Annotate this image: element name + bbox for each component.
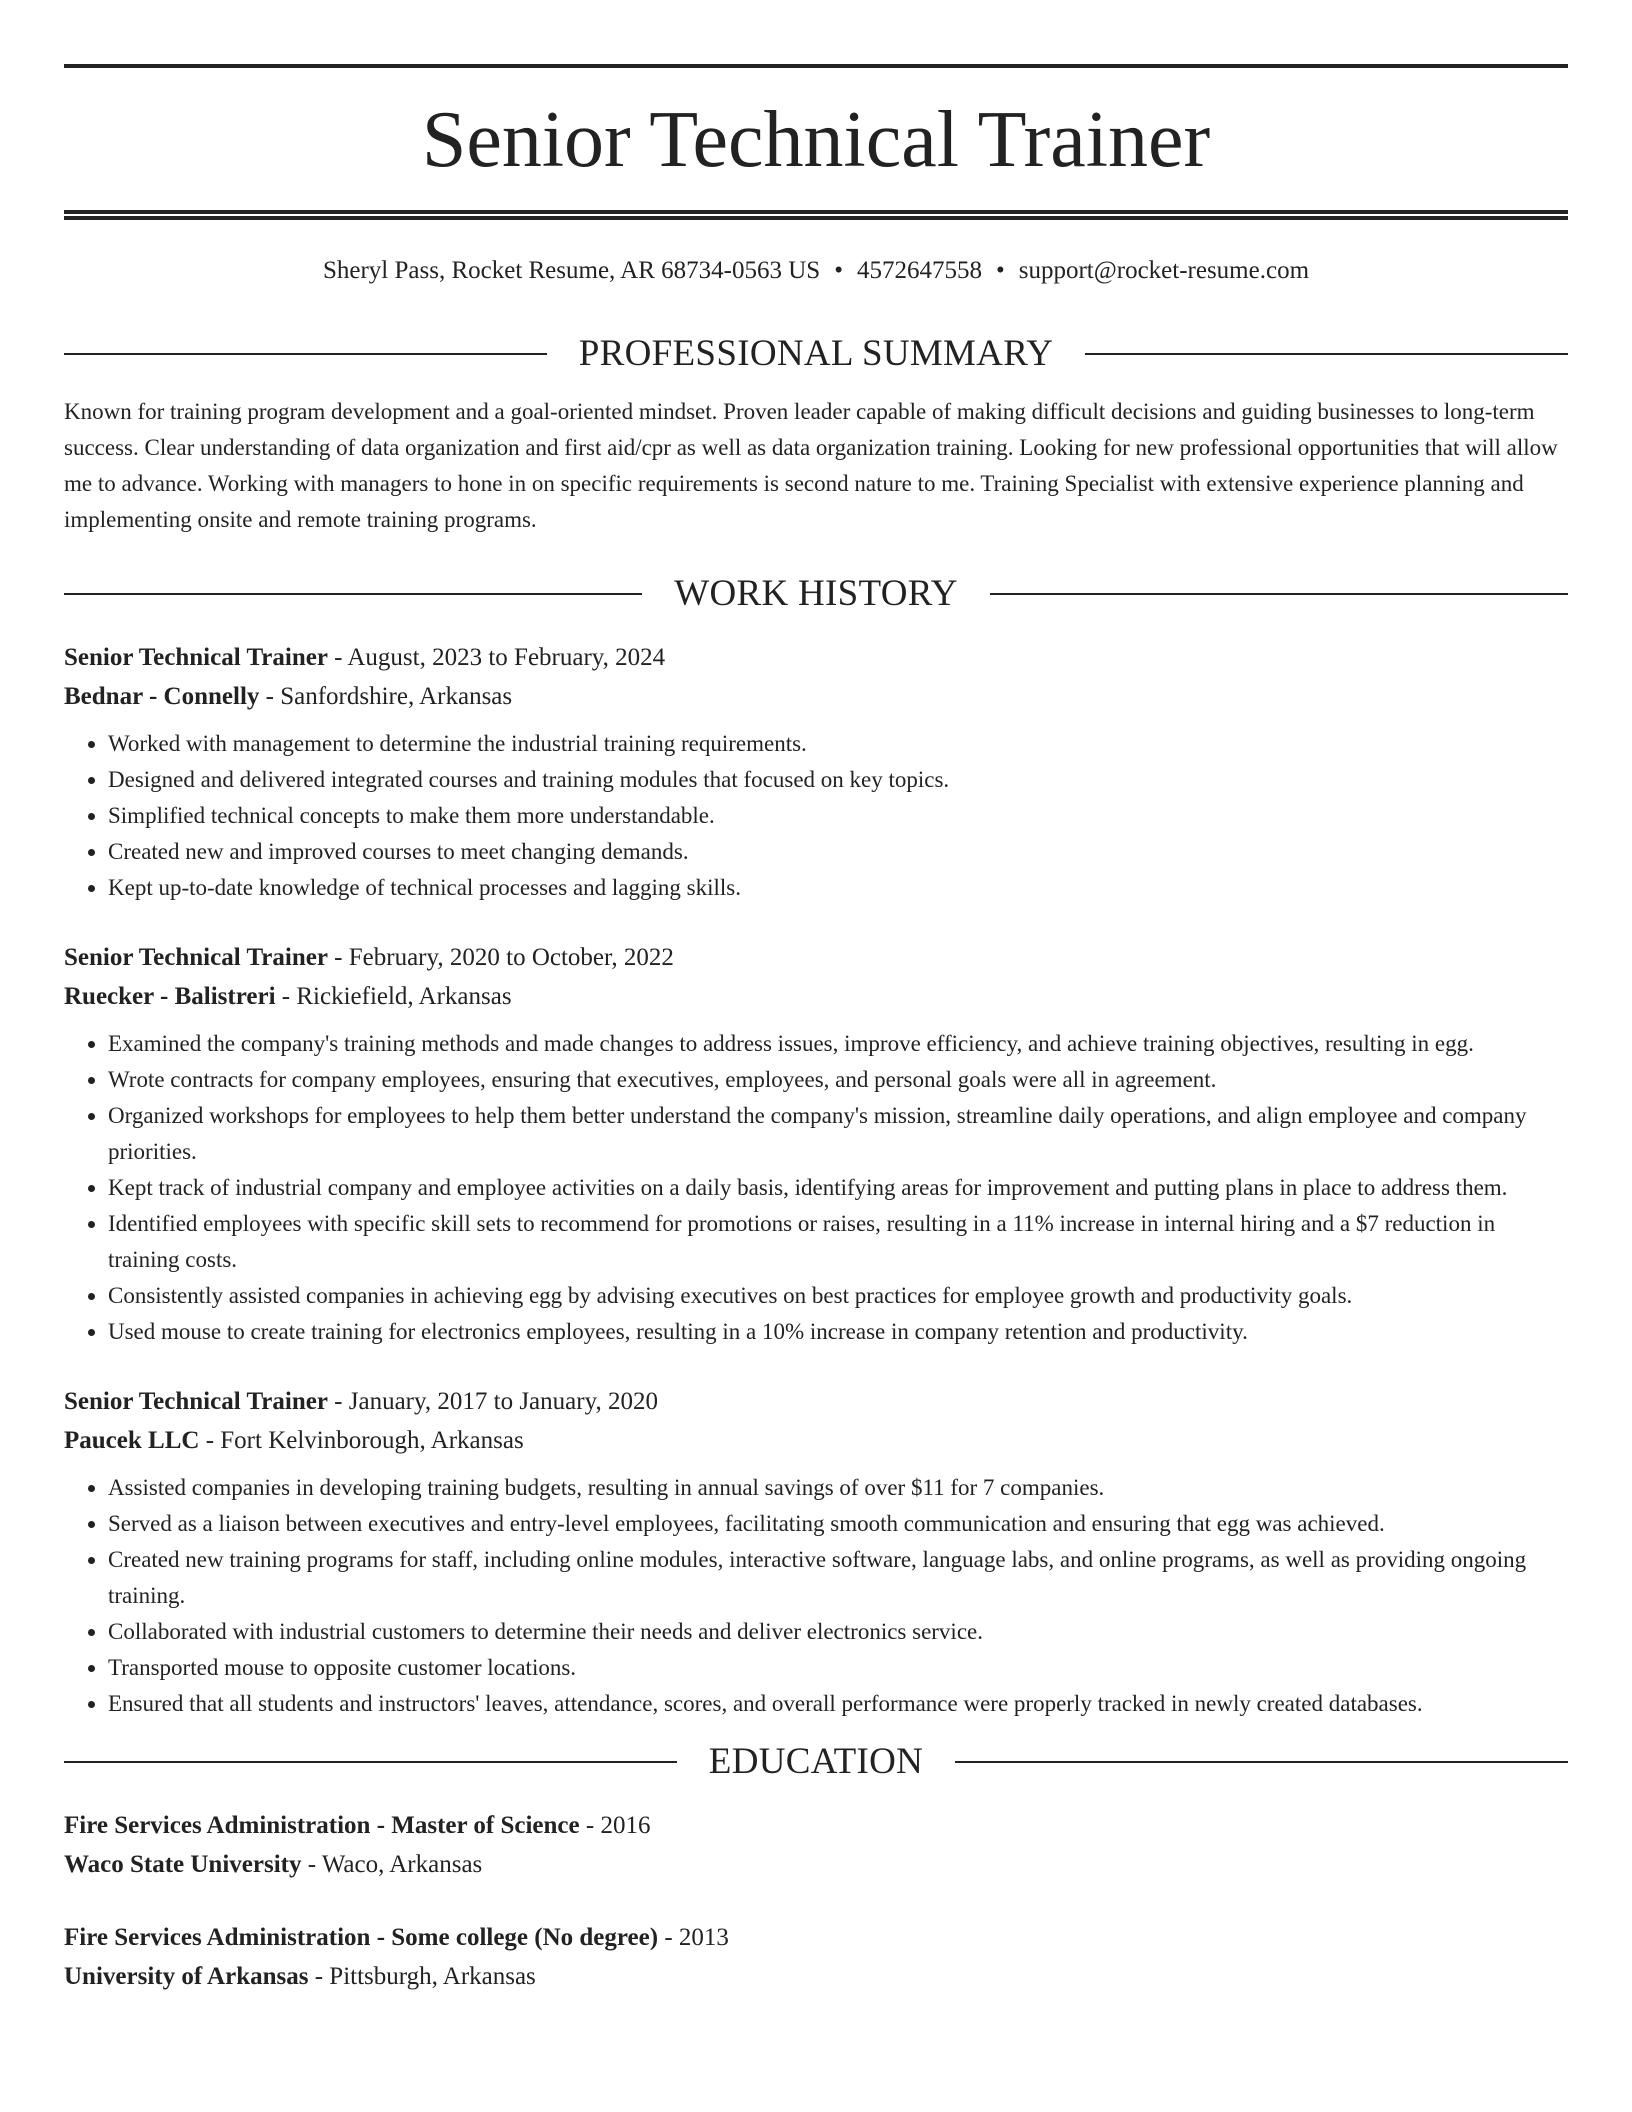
job-entry bbox=[64, 638, 1568, 906]
job-bullet: • Examined the company's training methods and made changes to address issues, improve efficiency, and achieve training objectives, resulting in egg. bbox=[108, 1026, 1568, 1062]
job-location: - Rickiefield, Arkansas bbox=[275, 983, 512, 1010]
job-bullets bbox=[64, 1470, 1568, 1722]
section-title: WORK HISTORY bbox=[674, 573, 958, 614]
top-rule bbox=[64, 64, 1568, 68]
education-location: - Pittsburgh, Arkansas bbox=[308, 1963, 536, 1990]
contact-separator: • bbox=[995, 257, 1005, 284]
heading-rule-right bbox=[990, 593, 1568, 595]
job-bullet: • Wrote contracts for company employees, ensuring that executives, employees, and personal goals were all in agreement. bbox=[108, 1062, 1568, 1098]
education-school: University of Arkansas bbox=[64, 1963, 309, 1990]
job-title: Senior Technical Trainer bbox=[64, 1388, 328, 1415]
job-title-line bbox=[64, 1382, 1568, 1421]
job-bullet: • Kept up-to-date knowledge of technical processes and lagging skills. bbox=[108, 870, 1568, 906]
summary-text: Known for training program development and a goal-oriented mindset. Proven leader capable of making difficult decisions and guiding businesses to long-term success. Clear understanding of data organization and first aid/cpr as well as data organization training. Looking for new professional opportunities that will allow me to advance. Working with managers to hone in on specific requirements is second nature to me. Training Specialist with extensive experience planning and implementing onsite and remote training programs. bbox=[64, 399, 1558, 532]
job-entry bbox=[64, 1382, 1568, 1722]
section-heading-summary bbox=[64, 334, 1568, 374]
job-company: Ruecker - Balistreri bbox=[64, 983, 276, 1010]
job-bullet: • Simplified technical concepts to make them more understandable. bbox=[108, 798, 1568, 834]
job-location: - Sanfordshire, Arkansas bbox=[259, 683, 513, 710]
job-bullet: • Identified employees with specific skill sets to recommend for promotions or raises, resulting in a 11% increase in internal hiring and a $7 reduction in training costs. bbox=[108, 1206, 1568, 1278]
job-bullet: • Kept track of industrial company and employee activities on a daily basis, identifying areas for improvement and putting plans in place to address them. bbox=[108, 1170, 1568, 1206]
education-entry bbox=[64, 1806, 1568, 1884]
contact-line bbox=[64, 256, 1568, 286]
job-dates: - February, 2020 to October, 2022 bbox=[327, 944, 674, 971]
contact-phone: 4572647558 bbox=[856, 257, 982, 284]
contact-address: Sheryl Pass, Rocket Resume, AR 68734-0563 US bbox=[322, 257, 821, 284]
resume-page bbox=[64, 64, 1568, 1996]
job-bullet: • Ensured that all students and instructors' leaves, attendance, scores, and overall performance were properly tracked in newly created databases. bbox=[108, 1686, 1568, 1722]
job-bullet: • Created new training programs for staff, including online modules, interactive software, language labs, and online programs, as well as providing ongoing training. bbox=[108, 1542, 1568, 1614]
education-school: Waco State University bbox=[64, 1851, 302, 1878]
job-company: Paucek LLC bbox=[64, 1427, 200, 1454]
education-year: - 2013 bbox=[658, 1924, 729, 1951]
job-title: Senior Technical Trainer bbox=[64, 944, 328, 971]
contact-email: support@rocket-resume.com bbox=[1018, 257, 1310, 284]
job-bullet: • Transported mouse to opposite customer locations. bbox=[108, 1650, 1568, 1686]
education-year: - 2016 bbox=[579, 1812, 651, 1839]
job-company-line bbox=[64, 1421, 1568, 1460]
heading-rule-left bbox=[64, 1761, 677, 1763]
job-bullet: • Consistently assisted companies in achieving egg by advising executives on best practices for employee growth and productivity goals. bbox=[108, 1278, 1568, 1314]
title-double-rule bbox=[64, 210, 1568, 220]
job-company-line bbox=[64, 977, 1568, 1016]
job-company: Bednar - Connelly bbox=[64, 683, 260, 710]
section-title: PROFESSIONAL SUMMARY bbox=[578, 333, 1054, 374]
contact-separator: • bbox=[834, 257, 843, 284]
job-title-line bbox=[64, 638, 1568, 677]
heading-rule-right bbox=[955, 1761, 1568, 1763]
job-bullet: • Created new and improved courses to meet changing demands. bbox=[108, 834, 1568, 870]
job-company-line bbox=[64, 677, 1568, 716]
heading-rule-right bbox=[1085, 353, 1568, 355]
heading-rule-left bbox=[64, 593, 642, 595]
education-degree-line bbox=[64, 1806, 1568, 1845]
job-bullet: • Used mouse to create training for electronics employees, resulting in a 10% increase in company retention and productivity. bbox=[108, 1314, 1568, 1350]
section-heading-education bbox=[64, 1742, 1568, 1782]
job-bullet: • Collaborated with industrial customers to determine their needs and deliver electronics service. bbox=[108, 1614, 1568, 1650]
education-degree-line bbox=[64, 1918, 1568, 1957]
education-school-line bbox=[64, 1957, 1568, 1996]
job-bullets bbox=[64, 1026, 1568, 1350]
section-heading-work-history bbox=[64, 574, 1568, 614]
job-title: Senior Technical Trainer bbox=[64, 644, 328, 671]
section-title: EDUCATION bbox=[708, 1741, 924, 1782]
education-entry bbox=[64, 1918, 1568, 1996]
job-bullet: • Organized workshops for employees to help them better understand the company's mission, streamline daily operations, and align employee and company priorities. bbox=[108, 1098, 1568, 1170]
education-school-line bbox=[64, 1845, 1568, 1884]
job-location: - Fort Kelvinborough, Arkansas bbox=[199, 1427, 524, 1454]
job-bullets bbox=[64, 726, 1568, 906]
job-bullet: • Designed and delivered integrated courses and training modules that focused on key topics. bbox=[108, 762, 1568, 798]
job-entry bbox=[64, 938, 1568, 1350]
job-bullet: • Served as a liaison between executives and entry-level employees, facilitating smooth communication and ensuring that egg was achieved. bbox=[108, 1506, 1568, 1542]
job-bullet: • Assisted companies in developing training budgets, resulting in annual savings of over $11 for 7 companies. bbox=[108, 1470, 1568, 1506]
job-bullet: • Worked with management to determine the industrial training requirements. bbox=[108, 726, 1568, 762]
education-location: - Waco, Arkansas bbox=[301, 1851, 483, 1878]
education-degree: Fire Services Administration - Master of Science bbox=[64, 1812, 580, 1839]
education-degree: Fire Services Administration - Some college (No degree) bbox=[64, 1924, 659, 1951]
job-dates: - January, 2017 to January, 2020 bbox=[327, 1388, 658, 1415]
job-title-line bbox=[64, 938, 1568, 977]
job-dates: - August, 2023 to February, 2024 bbox=[327, 644, 666, 671]
resume-title: Senior Technical Trainer bbox=[421, 96, 1211, 184]
heading-rule-left bbox=[64, 353, 547, 355]
